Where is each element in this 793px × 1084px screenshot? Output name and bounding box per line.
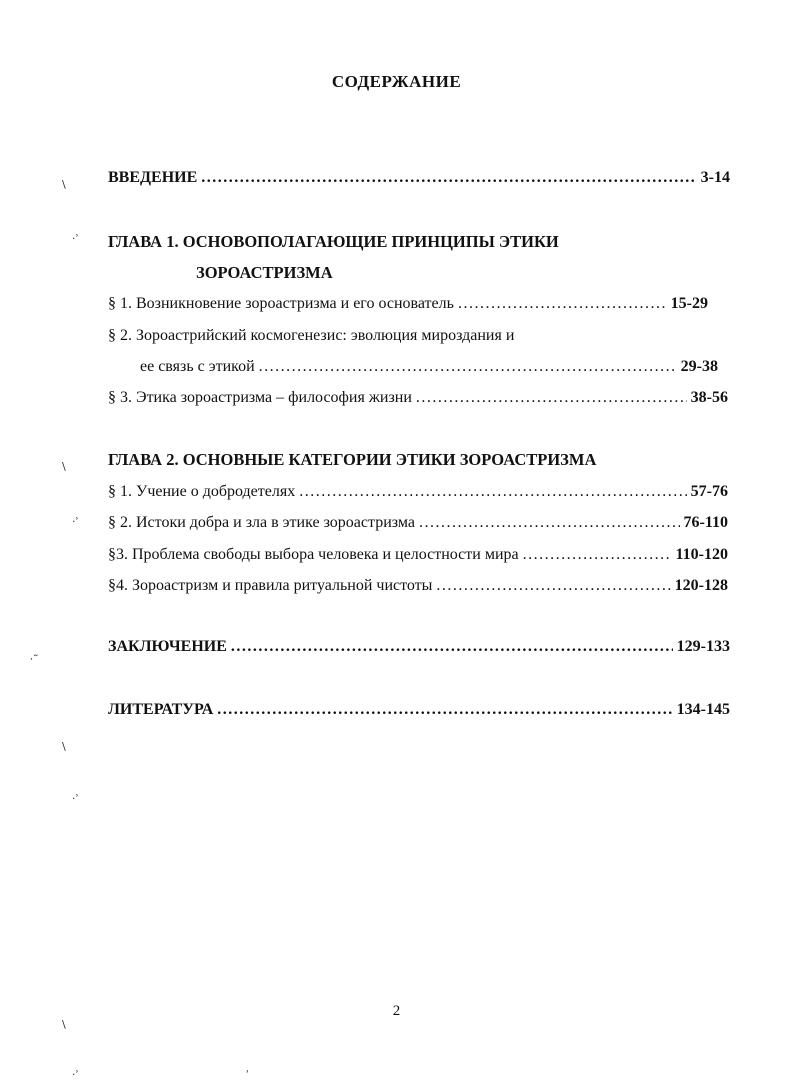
toc-entry-conclusion[interactable] bbox=[108, 637, 730, 657]
entry-label: § 3. Этика зороастризма – философия жизни bbox=[108, 389, 412, 406]
entry-label: § 2. Истоки добра и зла в этике зороастризма bbox=[108, 514, 415, 531]
toc-entry-literature[interactable] bbox=[108, 700, 730, 720]
dot-leader bbox=[231, 637, 673, 657]
scan-artifact: \ bbox=[62, 178, 66, 191]
dot-leader bbox=[217, 700, 672, 720]
entry-label: ВВЕДЕНИЕ bbox=[108, 169, 198, 186]
toc-entry-ch1-s2[interactable] bbox=[108, 326, 730, 346]
toc-entry-ch2-s3[interactable] bbox=[108, 545, 728, 565]
toc-entry-ch2-s2[interactable] bbox=[108, 513, 728, 533]
entry-pages: 38-56 bbox=[690, 389, 728, 406]
chapter1-heading-line2: ЗОРОАСТРИЗМА bbox=[196, 263, 333, 282]
scan-artifact: ·ʾ bbox=[72, 1068, 79, 1081]
toc-entry-ch1-s2-cont[interactable] bbox=[140, 357, 718, 377]
toc-entry-ch1-s3[interactable] bbox=[108, 388, 728, 408]
entry-label-cont: ее связь с этикой bbox=[140, 358, 255, 375]
toc-entry-ch2-s4[interactable] bbox=[108, 576, 728, 596]
chapter1-heading-line1[interactable]: ГЛАВА 1. ОСНОВОПОЛАГАЮЩИЕ ПРИНЦИПЫ ЭТИКИ bbox=[108, 232, 559, 251]
entry-label: § 2. Зороастрийский космогенезис: эволюция мироздания и bbox=[108, 327, 515, 344]
entry-pages: 110-120 bbox=[675, 546, 728, 563]
dot-leader bbox=[259, 357, 677, 377]
toc-entry-ch1-s1[interactable] bbox=[108, 294, 708, 314]
entry-pages: 15-29 bbox=[670, 295, 708, 312]
dot-leader bbox=[416, 388, 687, 408]
entry-pages: 57-76 bbox=[690, 483, 728, 500]
entry-pages: 134-145 bbox=[676, 701, 730, 718]
chapter2-heading[interactable]: ГЛАВА 2. ОСНОВНЫЕ КАТЕГОРИИ ЭТИКИ ЗОРОАСТРИЗМА bbox=[108, 450, 597, 469]
scan-artifact: ʾ bbox=[246, 1068, 250, 1081]
toc-title: СОДЕРЖАНИЕ bbox=[331, 72, 462, 91]
entry-label: ЛИТЕРАТУРА bbox=[108, 701, 214, 718]
scan-artifact: \ bbox=[62, 460, 66, 473]
scan-artifact: ·ʾ bbox=[72, 515, 79, 528]
scan-artifact: ⸱˜ bbox=[30, 653, 39, 666]
entry-label: §3. Проблема свободы выбора человека и целостности мира bbox=[108, 546, 519, 563]
entry-pages: 76-110 bbox=[683, 514, 728, 531]
scan-artifact: ·ʾ bbox=[72, 792, 79, 805]
entry-pages: 29-38 bbox=[680, 358, 718, 375]
dot-leader bbox=[299, 482, 686, 502]
dot-leader bbox=[523, 545, 672, 565]
dot-leader bbox=[436, 576, 670, 596]
scan-artifact: ·ʾ bbox=[72, 232, 79, 245]
page-number: 2 bbox=[392, 1003, 401, 1019]
entry-label: § 1. Возникновение зороастризма и его основатель bbox=[108, 295, 454, 312]
entry-label: ЗАКЛЮЧЕНИЕ bbox=[108, 638, 227, 655]
entry-pages: 129-133 bbox=[676, 638, 730, 655]
dot-leader bbox=[419, 513, 680, 533]
dot-leader bbox=[458, 294, 667, 314]
entry-label: § 1. Учение о добродетелях bbox=[108, 483, 296, 500]
entry-label: §4. Зороастризм и правила ритуальной чистоты bbox=[108, 577, 433, 594]
scan-artifact: \ bbox=[62, 1018, 66, 1031]
dot-leader bbox=[201, 168, 696, 188]
scan-artifact: \ bbox=[62, 740, 66, 753]
toc-entry-intro[interactable] bbox=[108, 168, 730, 188]
entry-pages: 120-128 bbox=[674, 577, 728, 594]
toc-entry-ch2-s1[interactable] bbox=[108, 482, 728, 502]
entry-pages: 3-14 bbox=[700, 169, 730, 186]
